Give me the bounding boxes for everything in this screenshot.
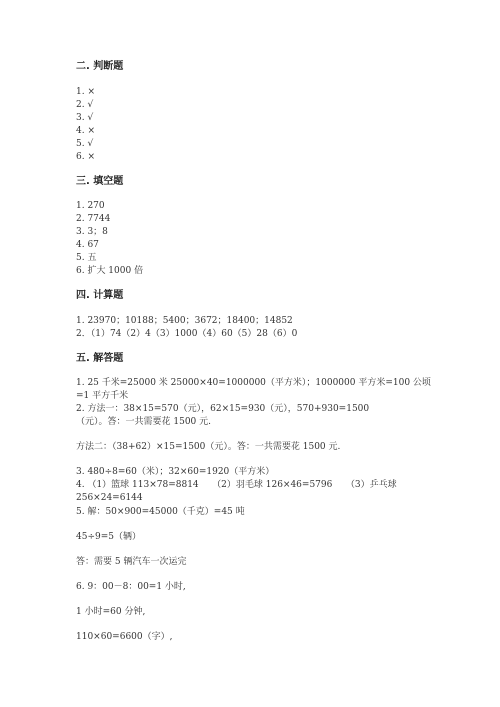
answer-line: 5. 解：50×900=45000（千克）=45 吨 [76,507,245,517]
answer-line: 1 小时=60 分钟, [76,607,146,617]
list-item: 2．（1）74（2）4（3）1000（4）60（5）28（6）0 [76,329,298,339]
answer-line: 2. 方法一：38×15=570（元），62×15=930（元），570+930=1500 [76,404,370,414]
answer-line: =1 平方千米 [76,391,129,401]
section-title-fill: 三. 填空题 [76,176,124,187]
answer-line: 256×24=6144 [76,493,143,503]
list-item: 4. 67 [76,240,99,250]
answer-line: （元）。答：一共需要花 1500 元. [76,417,211,427]
answer-line: 110×60=6600（字）, [76,632,173,642]
answer-line: 答：需要 5 辆汽车一次运完 [76,557,187,567]
list-item: 2. √ [76,100,94,110]
list-item: 6. 扩大 1000 倍 [76,266,144,276]
answer-line: 45÷9=5（辆） [76,532,141,542]
answer-line: 方法二：（38+62）×15=1500（元）。答：一共需要花 1500 元. [76,442,341,452]
list-item: 3. √ [76,113,94,123]
list-item: 5. √ [76,139,94,149]
section-title-answer: 五. 解答题 [76,353,124,364]
list-item: 5. 五 [76,253,97,263]
list-item: 2. 7744 [76,214,111,224]
section-title-calc: 四. 计算题 [76,290,124,301]
list-item: 1. 23970；10188；5400；3672；18400；14852 [76,316,293,326]
list-item: 1. 270 [76,201,105,211]
answer-line: 6. 9：00－8：00=1 小时, [76,582,186,592]
section-title-judge: 二. 判断题 [76,61,124,72]
list-item: 4. × [76,126,95,136]
answer-line: 1. 25 千米=25000 米 25000×40=1000000（平方米）；1000000 平方米=100 公顷 [76,378,431,388]
list-item: 3. 3；8 [76,227,108,237]
list-item: 1. × [76,87,95,97]
answer-line: 3. 480÷8=60（米）；32×60=1920（平方米） [76,467,275,477]
list-item: 6. × [76,152,95,162]
answer-line: 4. （1）篮球 113×78=8814 （2）羽毛球 126×46=5796 （3）乒乓球 [76,480,397,490]
